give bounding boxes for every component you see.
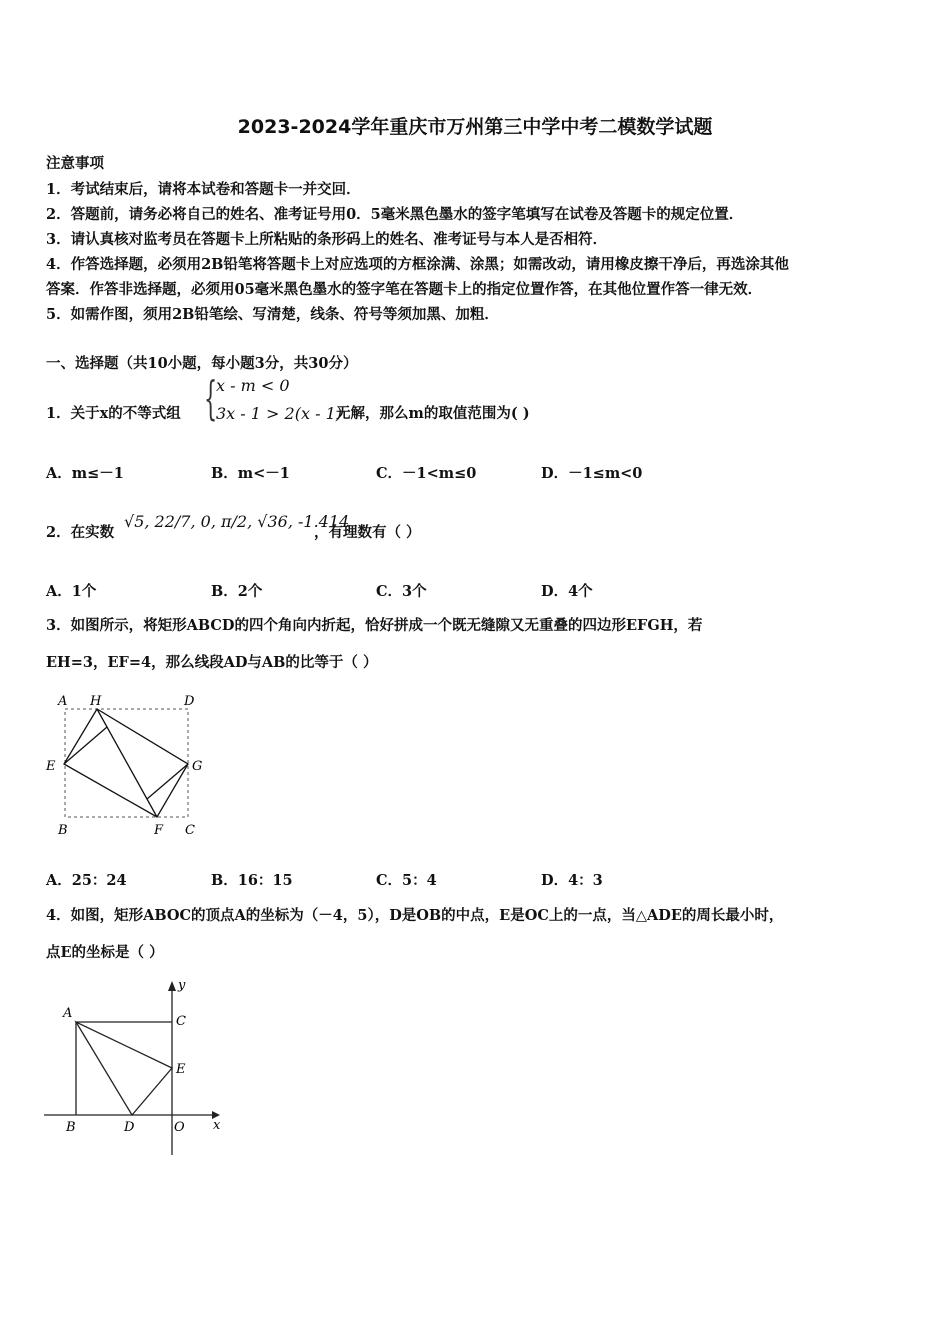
- section-heading: 一、选择题（共10小题，每小题3分，共30分）: [46, 355, 358, 372]
- q2-expression: √5, 22/7, 0, π/2, √36, -1.414: [124, 512, 350, 531]
- q3-label-g: G: [192, 759, 203, 774]
- q2-option-b: B．2个: [211, 583, 263, 600]
- notice-line-1: 1．考试结束后，请将本试卷和答题卡一并交回．: [46, 181, 361, 198]
- q3-option-b: B．16：15: [211, 872, 293, 889]
- q4-label-y: y: [178, 978, 186, 993]
- q4-triangle-ade: [76, 1022, 172, 1115]
- q3-fold-line-2: [64, 727, 107, 764]
- q4-label-a: A: [63, 1006, 73, 1021]
- q3-figure: [44, 690, 214, 840]
- q4-label-e: E: [176, 1062, 186, 1077]
- q2-option-a: A．1个: [46, 583, 97, 600]
- q1-option-b: B．m<－1: [211, 465, 290, 482]
- q4-label-d: D: [124, 1120, 135, 1135]
- q3-quadrilateral-efgh: [64, 709, 188, 817]
- q1-option-c: C．－1<m≤0: [376, 465, 477, 482]
- q3-label-f: F: [154, 823, 164, 838]
- q4-label-x: x: [213, 1118, 221, 1133]
- q3-line-1: 3．如图所示，将矩形ABCD的四个角向内折起，恰好拼成一个既无缝隙又无重叠的四边形EFGH，若: [46, 617, 703, 634]
- q2-option-c: C．3个: [376, 583, 427, 600]
- q3-line-2: EH=3，EF=4，那么线段AD与AB的比等于（ ）: [46, 654, 378, 671]
- q4-label-o: O: [174, 1120, 185, 1135]
- q3-fold-line-1: [97, 709, 157, 817]
- notice-heading: 注意事项: [46, 155, 104, 172]
- page-title: 2023-2024学年重庆市万州第三中学中考二模数学试题: [237, 116, 713, 138]
- q1-option-d: D．－1≤m<0: [541, 465, 643, 482]
- q1-equation-1: x - m < 0: [216, 376, 290, 395]
- q1-inequality-system: [204, 371, 342, 430]
- q4-line-1: 4．如图，矩形ABOC的顶点A的坐标为（－4，5），D是OB的中点，E是OC上的一点，当△ADE的周长最小时，: [46, 907, 784, 924]
- q2-option-d: D．4个: [541, 583, 593, 600]
- notice-line-6: 5．如需作图，须用2B铅笔绘、写清楚，线条、符号等须加黑、加粗．: [46, 306, 499, 323]
- notice-line-4: 4．作答选择题，必须用2B铅笔将答题卡上对应选项的方框涂满、涂黑；如需改动，请用橡皮擦干净后，再选涂其他: [46, 256, 789, 273]
- q3-option-c: C．5：4: [376, 872, 437, 889]
- q4-line-2: 点E的坐标是（ ）: [46, 944, 164, 961]
- q3-label-e: E: [46, 759, 56, 774]
- q1-suffix: 无解，那么m的取值范围为( ): [336, 405, 530, 422]
- q3-label-c: C: [185, 823, 195, 838]
- q3-option-a: A．25：24: [46, 872, 127, 889]
- q3-label-h: H: [90, 694, 102, 709]
- q3-option-d: D．4：3: [541, 872, 603, 889]
- q3-label-a: A: [58, 694, 68, 709]
- q1-option-a: A．m≤－1: [46, 465, 124, 482]
- q2-prefix: 2．在实数: [46, 524, 115, 541]
- q3-label-b: B: [58, 823, 68, 838]
- q3-fold-line-3: [147, 764, 188, 799]
- q4-y-axis-arrow-icon: [168, 981, 176, 991]
- notice-line-2: 2．答题前，请务必将自己的姓名、准考证号用0．5毫米黑色墨水的签字笔填写在试卷及答题卡的规定位置．: [46, 206, 744, 223]
- q4-label-b: B: [66, 1120, 76, 1135]
- notice-line-3: 3．请认真核对监考员在答题卡上所粘贴的条形码上的姓名、准考证号与本人是否相符．: [46, 231, 608, 248]
- q4-figure: [42, 975, 232, 1160]
- brace-icon: {: [204, 371, 218, 425]
- notice-line-5: 答案．作答非选择题，必须用05毫米黑色墨水的签字笔在答题卡上的指定位置作答，在其他位置作答一律无效．: [46, 281, 763, 298]
- q1-equation-2: 3x - 1 > 2(x - 1): [216, 404, 342, 423]
- q4-label-c: C: [176, 1014, 186, 1029]
- q1-prefix: 1．关于x的不等式组: [46, 405, 181, 422]
- q3-label-d: D: [184, 694, 195, 709]
- q2-suffix: ，有理数有（ ）: [314, 524, 421, 541]
